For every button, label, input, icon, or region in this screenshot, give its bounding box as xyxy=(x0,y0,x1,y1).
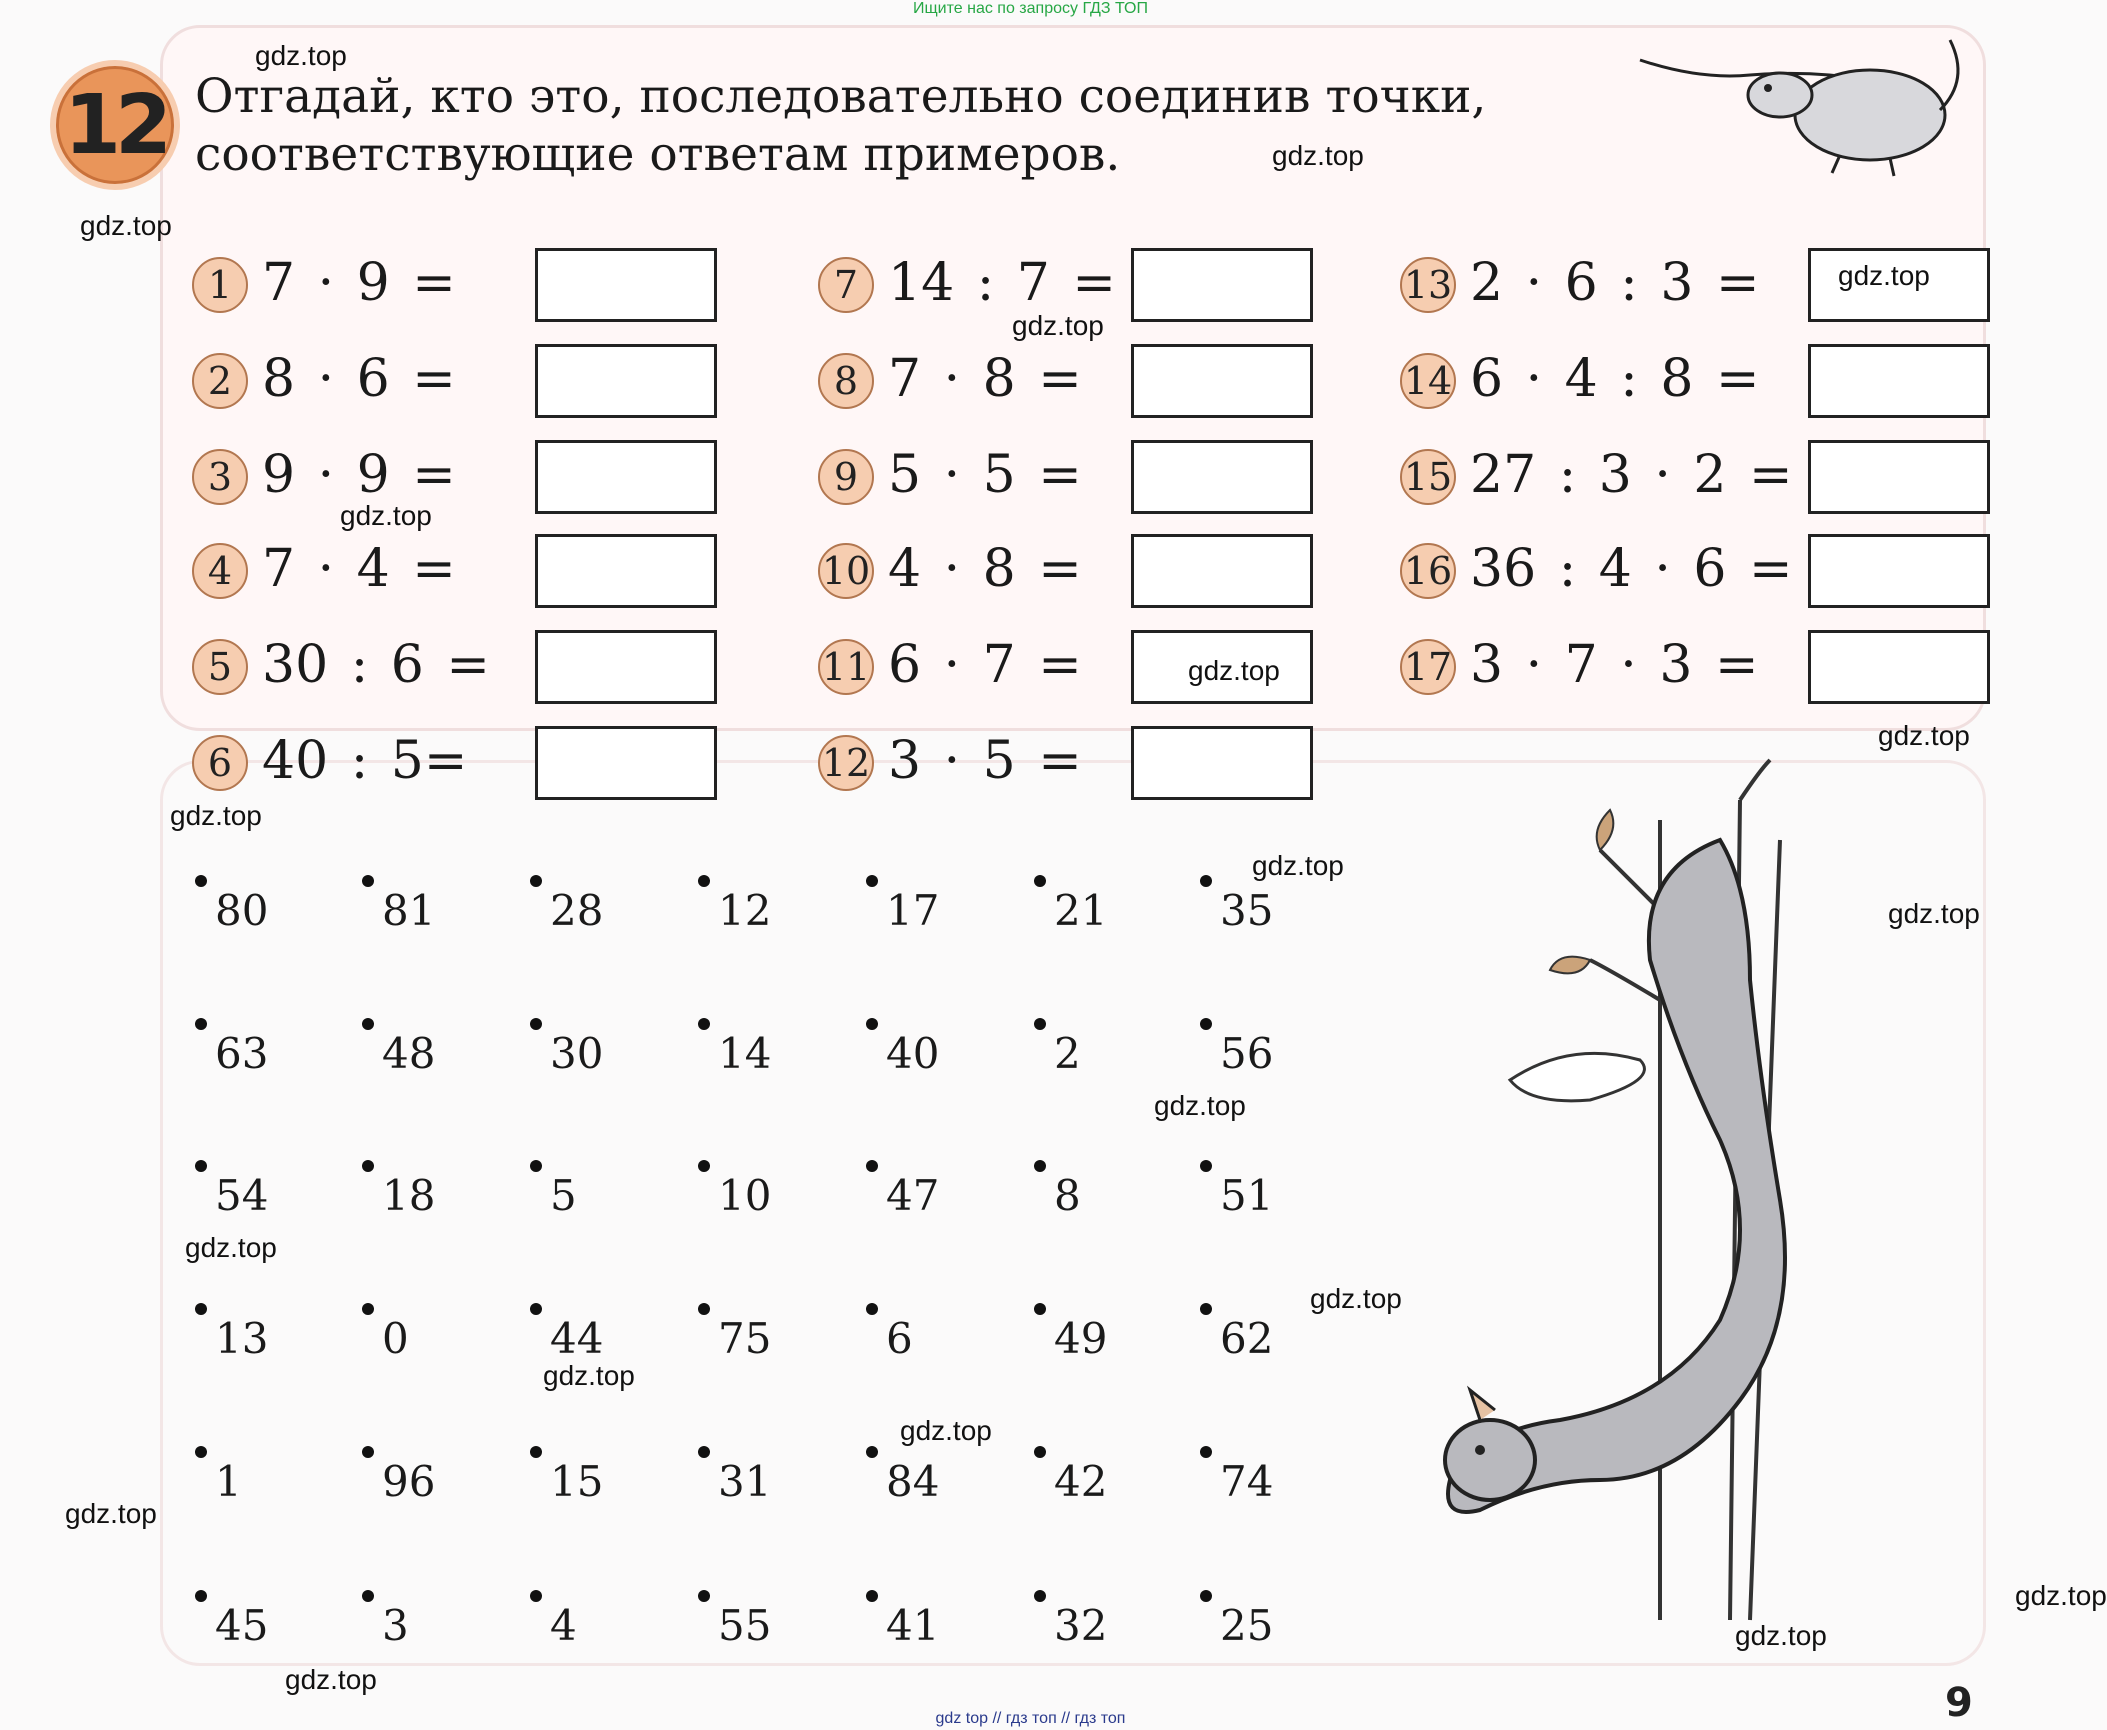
connect-dot[interactable] xyxy=(195,1018,207,1030)
mouse-illustration xyxy=(1640,20,1980,180)
exercise-number-badge: 1 xyxy=(192,257,248,313)
dot-label: 15 xyxy=(550,1457,604,1506)
connect-dot[interactable] xyxy=(195,1160,207,1172)
watermark-label: gdz.top xyxy=(1252,850,1344,881)
exercise-expression: 3 · 5 = xyxy=(888,731,1082,791)
connect-dot[interactable] xyxy=(362,1018,374,1030)
dot-label: 31 xyxy=(718,1457,772,1506)
exercise-number-badge: 7 xyxy=(818,257,874,313)
watermark-label: gdz.top xyxy=(65,1498,157,1529)
top-banner[interactable]: Ищите нас по запросу ГДЗ ТОП xyxy=(913,0,1148,17)
dot-label: 44 xyxy=(550,1314,604,1363)
exercise-number-badge: 15 xyxy=(1400,449,1456,505)
exercise-expression: 30 : 6 = xyxy=(262,635,490,695)
dot-label: 49 xyxy=(1054,1314,1108,1363)
answer-box[interactable] xyxy=(1808,440,1990,514)
dot-label: 56 xyxy=(1220,1029,1274,1078)
dot-label: 2 xyxy=(1054,1029,1081,1078)
connect-dot[interactable] xyxy=(1200,1018,1212,1030)
connect-dot[interactable] xyxy=(698,1160,710,1172)
dot-label: 21 xyxy=(1054,886,1108,935)
dot-label: 12 xyxy=(718,886,772,935)
exercise-number-badge: 2 xyxy=(192,353,248,409)
connect-dot[interactable] xyxy=(1200,1303,1212,1315)
watermark-label: gdz.top xyxy=(1838,260,1930,291)
connect-dot[interactable] xyxy=(195,1590,207,1602)
exercise-expression: 7 · 4 = xyxy=(262,539,456,599)
connect-dot[interactable] xyxy=(530,1590,542,1602)
dot-label: 35 xyxy=(1220,886,1274,935)
exercise-expression: 9 · 9 = xyxy=(262,445,456,505)
exercise-expression: 4 · 8 = xyxy=(888,539,1082,599)
exercise-number-badge: 5 xyxy=(192,639,248,695)
cat-illustration xyxy=(1420,760,2020,1620)
page-number: 9 xyxy=(1945,1680,1973,1726)
dot-label: 45 xyxy=(215,1601,269,1650)
task-number-badge xyxy=(50,60,180,190)
connect-dot[interactable] xyxy=(866,1303,878,1315)
dot-label: 0 xyxy=(382,1314,409,1363)
dot-label: 62 xyxy=(1220,1314,1274,1363)
connect-dot[interactable] xyxy=(1034,1018,1046,1030)
watermark-label: gdz.top xyxy=(543,1360,635,1391)
exercise-expression: 7 · 8 = xyxy=(888,349,1082,409)
connect-dot[interactable] xyxy=(362,1303,374,1315)
exercise-expression: 40 : 5= xyxy=(262,731,468,791)
answer-box[interactable] xyxy=(535,344,717,418)
connect-dot[interactable] xyxy=(530,1446,542,1458)
dot-label: 28 xyxy=(550,886,604,935)
connect-dot[interactable] xyxy=(866,875,878,887)
connect-dot[interactable] xyxy=(362,1160,374,1172)
exercise-number-badge: 6 xyxy=(192,735,248,791)
connect-dot[interactable] xyxy=(530,1018,542,1030)
dot-label: 30 xyxy=(550,1029,604,1078)
dot-label: 96 xyxy=(382,1457,436,1506)
task-number: 12 xyxy=(63,77,167,173)
watermark-label: gdz.top xyxy=(2015,1580,2107,1611)
exercise-number-badge: 3 xyxy=(192,449,248,505)
dot-label: 25 xyxy=(1220,1601,1274,1650)
dot-label: 3 xyxy=(382,1601,409,1650)
dot-label: 14 xyxy=(718,1029,772,1078)
answer-box[interactable] xyxy=(1808,630,1990,704)
answer-box[interactable] xyxy=(535,726,717,800)
bottom-banner[interactable]: gdz top // гдз топ // гдз топ xyxy=(935,1710,1126,1727)
connect-dot[interactable] xyxy=(362,1590,374,1602)
dot-label: 13 xyxy=(215,1314,269,1363)
dot-label: 18 xyxy=(382,1171,436,1220)
answer-box[interactable] xyxy=(1131,726,1313,800)
answer-box[interactable] xyxy=(1131,534,1313,608)
connect-dot[interactable] xyxy=(698,875,710,887)
connect-dot[interactable] xyxy=(1200,1590,1212,1602)
connect-dot[interactable] xyxy=(1034,1160,1046,1172)
dot-label: 80 xyxy=(215,886,269,935)
watermark-label: gdz.top xyxy=(1310,1283,1402,1314)
watermark-label: gdz.top xyxy=(170,800,262,831)
exercise-expression: 8 · 6 = xyxy=(262,349,456,409)
dot-label: 5 xyxy=(550,1171,577,1220)
answer-box[interactable] xyxy=(535,630,717,704)
exercise-number-badge: 14 xyxy=(1400,353,1456,409)
exercise-number-badge: 9 xyxy=(818,449,874,505)
dot-label: 81 xyxy=(382,886,436,935)
connect-dot[interactable] xyxy=(530,1160,542,1172)
exercise-number-badge: 17 xyxy=(1400,639,1456,695)
dot-label: 47 xyxy=(886,1171,940,1220)
connect-dot[interactable] xyxy=(362,1446,374,1458)
dot-label: 51 xyxy=(1220,1171,1274,1220)
connect-dot[interactable] xyxy=(866,1160,878,1172)
dot-label: 6 xyxy=(886,1314,913,1363)
watermark-label: gdz.top xyxy=(900,1415,992,1446)
exercise-expression: 3 · 7 · 3 = xyxy=(1470,635,1759,695)
exercise-number-badge: 10 xyxy=(818,543,874,599)
answer-box[interactable] xyxy=(535,440,717,514)
dot-label: 55 xyxy=(718,1601,772,1650)
exercise-number-badge: 16 xyxy=(1400,543,1456,599)
watermark-label: gdz.top xyxy=(1272,140,1364,171)
exercise-expression: 14 : 7 = xyxy=(888,253,1116,313)
exercise-expression: 2 · 6 : 3 = xyxy=(1470,253,1760,313)
connect-dot[interactable] xyxy=(530,875,542,887)
connect-dot[interactable] xyxy=(195,1446,207,1458)
answer-box[interactable] xyxy=(1808,534,1990,608)
dot-label: 75 xyxy=(718,1314,772,1363)
connect-dot[interactable] xyxy=(698,1018,710,1030)
exercise-number-badge: 12 xyxy=(818,735,874,791)
connect-dot[interactable] xyxy=(1200,1160,1212,1172)
answer-box[interactable] xyxy=(1131,440,1313,514)
connect-dot[interactable] xyxy=(1200,875,1212,887)
dot-label: 48 xyxy=(382,1029,436,1078)
connect-dot[interactable] xyxy=(1034,1446,1046,1458)
exercise-expression: 6 · 7 = xyxy=(888,635,1082,695)
answer-box[interactable] xyxy=(535,534,717,608)
task-instruction-line-2: соответствующие ответам примеров. xyxy=(195,127,1121,182)
watermark-label: gdz.top xyxy=(255,40,347,71)
dot-label: 41 xyxy=(886,1601,940,1650)
exercise-expression: 6 · 4 : 8 = xyxy=(1470,349,1760,409)
exercise-number-badge: 4 xyxy=(192,543,248,599)
exercise-expression: 36 : 4 · 6 = xyxy=(1470,539,1793,599)
dot-label: 17 xyxy=(886,886,940,935)
exercise-expression: 27 : 3 · 2 = xyxy=(1470,445,1793,505)
dot-label: 74 xyxy=(1220,1457,1274,1506)
dot-label: 54 xyxy=(215,1171,269,1220)
answer-box[interactable] xyxy=(1131,344,1313,418)
watermark-label: gdz.top xyxy=(80,210,172,241)
watermark-label: gdz.top xyxy=(340,500,432,531)
watermark-label: gdz.top xyxy=(1012,310,1104,341)
exercise-number-badge: 11 xyxy=(818,639,874,695)
dot-label: 8 xyxy=(1054,1171,1081,1220)
dot-label: 63 xyxy=(215,1029,269,1078)
dot-label: 40 xyxy=(886,1029,940,1078)
exercise-number-badge: 13 xyxy=(1400,257,1456,313)
dot-label: 4 xyxy=(550,1601,577,1650)
dot-label: 32 xyxy=(1054,1601,1108,1650)
connect-dot[interactable] xyxy=(698,1446,710,1458)
connect-dot[interactable] xyxy=(195,875,207,887)
connect-dot[interactable] xyxy=(1034,1303,1046,1315)
connect-dot[interactable] xyxy=(1034,875,1046,887)
connect-dot[interactable] xyxy=(866,1590,878,1602)
connect-dot[interactable] xyxy=(698,1590,710,1602)
watermark-label: gdz.top xyxy=(1878,720,1970,751)
connect-dot[interactable] xyxy=(866,1018,878,1030)
answer-box[interactable] xyxy=(1131,248,1313,322)
connect-dot[interactable] xyxy=(1200,1446,1212,1458)
dot-label: 84 xyxy=(886,1457,940,1506)
exercise-number-badge: 8 xyxy=(818,353,874,409)
connect-dot[interactable] xyxy=(195,1303,207,1315)
watermark-label: gdz.top xyxy=(1735,1620,1827,1651)
answer-box[interactable] xyxy=(1808,344,1990,418)
answer-box[interactable] xyxy=(535,248,717,322)
connect-dot[interactable] xyxy=(530,1303,542,1315)
exercise-expression: 5 · 5 = xyxy=(888,445,1082,505)
watermark-label: gdz.top xyxy=(1888,898,1980,929)
dot-label: 42 xyxy=(1054,1457,1108,1506)
dot-label: 1 xyxy=(215,1457,242,1506)
connect-dot[interactable] xyxy=(698,1303,710,1315)
watermark-label: gdz.top xyxy=(1154,1090,1246,1121)
task-instruction-line-1: Отгадай, кто это, последовательно соединив точки, xyxy=(195,69,1487,124)
watermark-label: gdz.top xyxy=(285,1664,377,1695)
connect-dot[interactable] xyxy=(362,875,374,887)
watermark-label: gdz.top xyxy=(185,1232,277,1263)
exercise-expression: 7 · 9 = xyxy=(262,253,456,313)
dot-label: 10 xyxy=(718,1171,772,1220)
connect-dot[interactable] xyxy=(1034,1590,1046,1602)
connect-dot[interactable] xyxy=(866,1446,878,1458)
watermark-label: gdz.top xyxy=(1188,655,1280,686)
